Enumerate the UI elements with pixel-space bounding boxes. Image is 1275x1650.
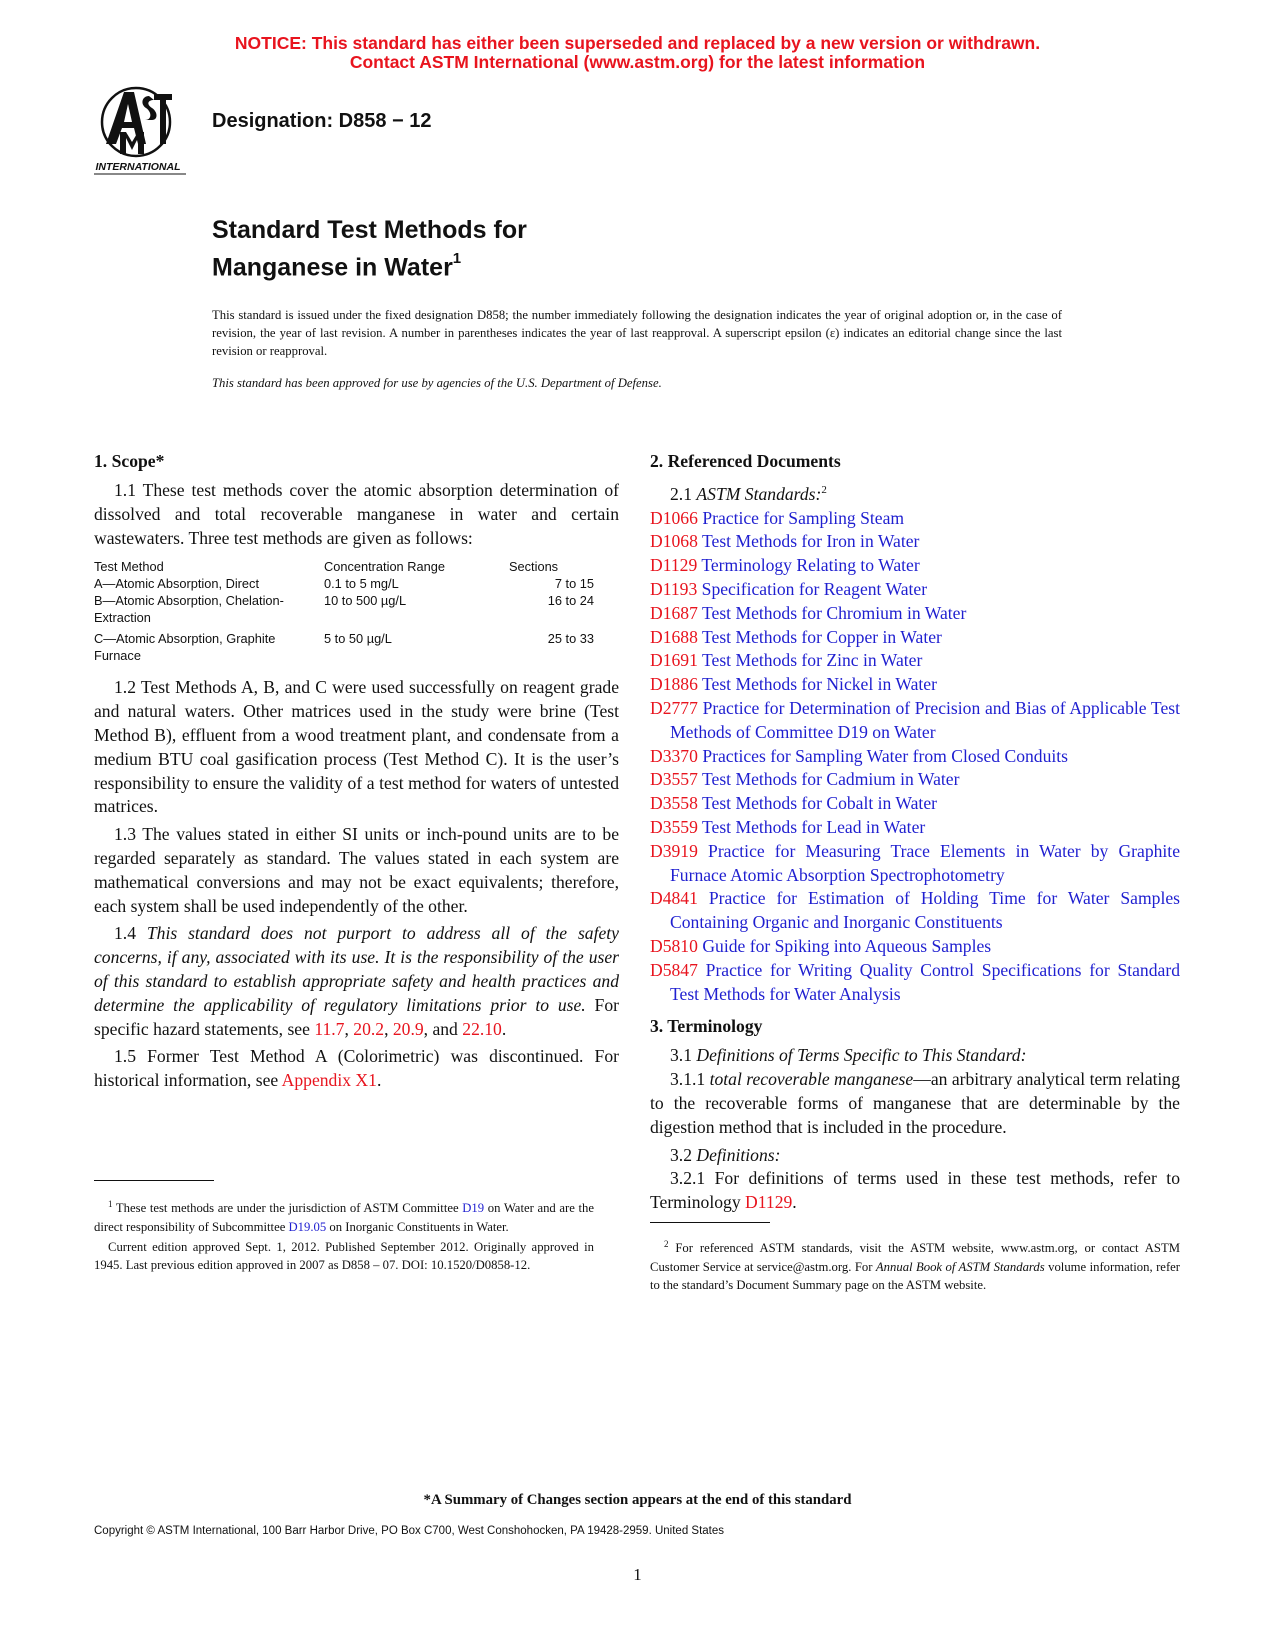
para-1-5: 1.5 Former Test Method A (Colorimetric) was discontinued. For historical information, see Appendix X1. <box>94 1046 619 1091</box>
left-column <box>94 449 619 1097</box>
ref-code[interactable]: D1066 <box>650 507 698 528</box>
para-3-2-1-text: 3.2.1 For definitions of terms used in these test methods, refer to Terminology <box>650 1168 1180 1213</box>
reference-list <box>650 507 1180 1007</box>
astm-standards-label <box>650 479 1180 507</box>
section-link[interactable]: 20.9 <box>392 1018 424 1039</box>
defined-term: total recoverable manganese <box>709 1069 914 1090</box>
issued-note: This standard is issued under the fixed designation D858; the number immediately following the designation indicates the year of original adoption or, in the case of revision, the year of last revision. A number in parentheses indicates the year of last reapproval. A superscript epsilon (ε) indicates an editorial change since the last revision or reapproval. <box>212 308 1062 358</box>
para-1-2: 1.2 Test Methods A, B, and C were used successfully on reagent grade and natural waters. Other matrices used in the study were brine (Test Method B), effluent from a wood treatment plant, and condensate from a medium BTU coal gasification process (Test Method C). It is the user’s responsibility to ensure the validity of a test method for waters of untested matrices. <box>94 677 619 817</box>
ref-code[interactable]: D1688 <box>650 626 698 647</box>
table-cell: A—Atomic Absorption, Direct <box>94 576 259 592</box>
ref-title[interactable]: Test Methods for Copper in Water <box>702 626 942 647</box>
and-word: and <box>432 1018 458 1039</box>
methods-table <box>94 558 594 664</box>
ref-title[interactable]: Terminology Relating to Water <box>701 555 920 576</box>
referenced-heading: 2. Referenced Documents <box>650 451 841 471</box>
page-number: 1 <box>633 1565 642 1584</box>
table-header-cell: Concentration Range <box>324 559 445 575</box>
table-header-row <box>94 558 594 575</box>
table-cell: 25 to 33 <box>547 631 594 647</box>
safety-statement: This standard does not purport to address all of the safety concerns, if any, associated with its use. It is the responsibility of the user of this standard to establish appropriate safety and health practices and determine the applicability of regulatory limitations prior to use. <box>94 923 619 1015</box>
para-3-2-label: Definitions: <box>696 1144 781 1165</box>
ref-code[interactable]: D5810 <box>650 936 698 956</box>
section-link[interactable]: 11.7 <box>314 1018 345 1039</box>
ref-code[interactable]: D1687 <box>650 602 698 623</box>
ref-title[interactable]: Practice for Estimation of Holding Time for Water Samples Containing Organic and Inorganic Constituents <box>670 888 1180 933</box>
para-3-1-1-num: 3.1.1 <box>670 1069 706 1090</box>
list-item[interactable] <box>650 530 1180 554</box>
para-3-1 <box>650 1044 1180 1068</box>
table-cell: 5 to 50 µg/L <box>324 631 392 647</box>
astm-logo-icon <box>94 84 194 176</box>
table-cell: 16 to 24 <box>547 593 594 609</box>
appendix-link[interactable]: Appendix X1 <box>281 1070 377 1091</box>
footnote-1-text: on Water and are the direct responsibility of Subcommittee <box>94 1201 595 1234</box>
footnote-1-edition: Current edition approved Sept. 1, 2012. Published September 2012. Originally approved in 1945. Last previous edition approved in 2007 as D858 – 07. DOI: 10.1520/D0858-12. <box>94 1240 594 1273</box>
section-link[interactable]: 20.2 <box>353 1018 385 1039</box>
sub-mark: 2 <box>821 484 827 496</box>
list-item[interactable] <box>650 935 1180 959</box>
ref-title[interactable]: Practice for Determination of Precision and Bias of Applicable Test Methods of Committee D19 on Water <box>670 698 1180 742</box>
footnote-2-mark: 2 <box>664 1239 669 1249</box>
footnote-2-text: volume information, refer to the standard’s Document Summary page on the ASTM website. <box>650 1259 1181 1293</box>
list-item[interactable] <box>650 959 1180 1007</box>
ref-code[interactable]: D3370 <box>650 745 698 766</box>
list-item[interactable] <box>650 673 1180 697</box>
ref-title[interactable]: Test Methods for Chromium in Water <box>702 602 967 623</box>
para-3-2-1: 3.2.1 For definitions of terms used in these test methods, refer to Terminology D1129. <box>650 1168 1180 1213</box>
ref-code[interactable]: D3559 <box>650 817 698 838</box>
terminology-heading: 3. Terminology <box>650 1016 763 1037</box>
ref-title[interactable]: Practice for Sampling Steam <box>702 507 905 528</box>
ref-title[interactable]: Test Methods for Zinc in Water <box>702 650 923 671</box>
ref-title[interactable]: Test Methods for Iron in Water <box>702 531 920 552</box>
list-item[interactable] <box>650 697 1180 745</box>
logo-text: INTERNATIONAL <box>95 161 181 173</box>
footnote-divider <box>94 1180 214 1181</box>
title-line-2 <box>212 246 527 283</box>
list-item[interactable] <box>650 816 1180 840</box>
ref-title[interactable]: Practices for Sampling Water from Closed Conduits <box>702 745 1069 766</box>
ref-title[interactable]: Test Methods for Lead in Water <box>702 817 926 838</box>
table-cell: 7 to 15 <box>554 576 594 592</box>
astm-logo <box>94 84 194 176</box>
para-3-2 <box>650 1144 1180 1168</box>
ref-code[interactable]: D3919 <box>650 840 698 861</box>
footnotes-left <box>94 1180 594 1275</box>
footnote-2-text: For referenced ASTM standards, visit the ASTM website, www.astm.org, or contact ASTM Customer Service at service@astm.org. For <box>650 1241 1180 1274</box>
subcommittee-link[interactable]: D19.05 <box>288 1219 327 1234</box>
table-header-cell: Sections <box>509 559 559 575</box>
notice-line-2: Contact ASTM International (www.astm.org) for the latest information <box>349 52 926 72</box>
list-item[interactable] <box>650 840 1180 888</box>
title-footnote-mark: 1 <box>452 250 462 267</box>
para-1-5-text: 1.5 Former Test Method A (Colorimetric) was discontinued. For historical information, see <box>94 1046 619 1091</box>
title-line-2-text: Manganese in Water <box>212 253 453 282</box>
notice-line-1: NOTICE: This standard has either been superseded and replaced by a new version or withdrawn. <box>234 33 1041 53</box>
ref-title[interactable]: Practice for Measuring Trace Elements in Water by Graphite Furnace Atomic Absorption Spectrophotometry <box>670 840 1180 885</box>
footnote-1 <box>94 1195 594 1236</box>
footnote-1-text: These test methods are under the jurisdiction of ASTM Committee <box>115 1201 459 1216</box>
terminology-link[interactable]: D1129 <box>745 1192 793 1213</box>
approved-note: This standard has been approved for use by agencies of the U.S. Department of Defense. <box>212 376 662 390</box>
list-item[interactable] <box>650 745 1180 769</box>
para-1-1: 1.1 These test methods cover the atomic absorption determination of dissolved and total recoverable manganese in water and certain wastewaters. Three test methods are given as follows: <box>94 480 619 548</box>
ref-code[interactable]: D1129 <box>650 555 698 576</box>
ref-code[interactable]: D5847 <box>650 959 698 980</box>
table-row <box>94 575 594 592</box>
table-cell: B—Atomic Absorption, Chelation-Extraction <box>94 593 284 626</box>
ref-title[interactable]: Specification for Reagent Water <box>701 579 928 600</box>
para-3-2-num: 3.2 <box>670 1144 692 1165</box>
committee-link[interactable]: D19 <box>462 1201 485 1216</box>
ref-code[interactable]: D2777 <box>650 698 698 719</box>
list-item[interactable] <box>650 578 1180 602</box>
ref-title[interactable]: Guide for Spiking into Aqueous Samples <box>702 936 992 956</box>
list-item[interactable] <box>650 554 1180 578</box>
list-item[interactable] <box>650 792 1180 816</box>
scope-heading: 1. Scope* <box>94 451 165 471</box>
ref-code[interactable]: D3557 <box>650 769 698 790</box>
list-item[interactable] <box>650 768 1180 792</box>
footnote-1-mark: 1 <box>108 1199 113 1209</box>
footnote-2 <box>650 1235 1180 1294</box>
para-1-4: 1.4 This standard does not purport to address all of the safety concerns, if any, associated with its use. It is the responsibility of the user of this standard to establish appropriate safety and health practices and determine the applicability of regulatory limitations prior to use. For specific hazard statements, see 11.7, 20.2, 20.9, and 22.10. <box>94 923 619 1039</box>
footnotes-right <box>650 1222 1180 1294</box>
summary-of-changes-note: *A Summary of Changes section appears at the end of this standard <box>423 1492 852 1508</box>
footnote-2-italic: Annual Book of ASTM Standards <box>875 1259 1045 1274</box>
notice-banner <box>0 34 1275 72</box>
ref-title[interactable]: Test Methods for Cadmium in Water <box>702 769 960 790</box>
ref-code[interactable]: D3558 <box>650 793 698 814</box>
para-1-4-num: 1.4 <box>114 923 136 944</box>
title-line-1: Standard Test Methods for <box>212 216 527 244</box>
designation: Designation: D858 − 12 <box>212 110 432 132</box>
document-title <box>212 214 527 283</box>
section-link[interactable]: 22.10 <box>462 1018 502 1039</box>
ref-code[interactable]: D1193 <box>650 579 698 600</box>
ref-title[interactable]: Test Methods for Cobalt in Water <box>702 793 937 814</box>
list-item[interactable] <box>650 649 1180 673</box>
ref-code[interactable]: D1886 <box>650 674 698 695</box>
term-definition: —an arbitrary analytical term relating to the recoverable forms of manganese that are determinable by the digestion method that is included in the procedure. <box>650 1069 1180 1137</box>
list-item[interactable] <box>650 887 1180 935</box>
ref-code[interactable]: D1068 <box>650 531 698 552</box>
table-header-cell: Test Method <box>94 559 164 575</box>
sub-num: 2.1 <box>670 483 692 504</box>
footnote-divider <box>650 1222 770 1223</box>
list-item[interactable] <box>650 602 1180 626</box>
table-row <box>94 592 594 626</box>
sub-label: ASTM Standards: <box>696 483 822 504</box>
para-3-1-num: 3.1 <box>670 1045 692 1066</box>
footnote-1-text: on Inorganic Constituents in Water. <box>329 1219 509 1234</box>
table-cell: 10 to 500 µg/L <box>324 593 407 609</box>
right-column <box>650 449 1180 1219</box>
copyright: Copyright © ASTM International, 100 Barr Harbor Drive, PO Box C700, West Conshohocken, PA 19428-2959. United States <box>94 1525 725 1537</box>
ref-code[interactable]: D4841 <box>650 888 698 909</box>
list-item[interactable] <box>650 507 1180 531</box>
ref-title[interactable]: Practice for Writing Quality Control Specifications for Standard Test Methods for Water Analysis <box>670 959 1180 1004</box>
list-item[interactable] <box>650 626 1180 650</box>
para-1-4-tail: For specific hazard statements, see <box>94 994 619 1039</box>
ref-title[interactable]: Test Methods for Nickel in Water <box>702 674 937 695</box>
table-cell: 0.1 to 5 mg/L <box>324 576 399 592</box>
ref-code[interactable]: D1691 <box>650 650 698 671</box>
para-3-1-1 <box>650 1068 1180 1139</box>
para-1-3: 1.3 The values stated in either SI units or inch-pound units are to be regarded separately as standard. The values stated in each system are mathematical conversions and may not be exact equivalents; therefore, each system shall be used independently of the other. <box>94 824 619 916</box>
table-cell: C—Atomic Absorption, Graphite Furnace <box>94 631 276 664</box>
para-3-1-label: Definitions of Terms Specific to This Standard: <box>696 1045 1027 1066</box>
table-row <box>94 626 594 664</box>
